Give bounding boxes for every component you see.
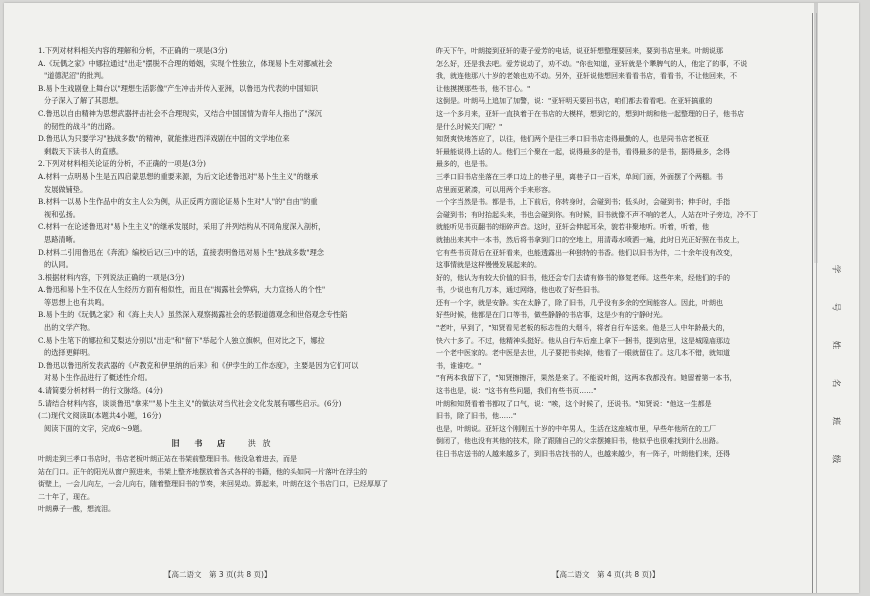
text-line: 视和弘扬。 — [44, 209, 80, 219]
story-line: 这倒是。叶朗马上追加了加警，说："亚轩明天要回书店，咱们都去看看吧。在亚轩搞重的 — [436, 97, 713, 106]
story-line: "老叶，早到了，"知贤看见老板的标志性的大烟斗，将者自行车送来。他是三人中年龄最大的， — [436, 324, 730, 333]
text-line: (二)现代文阅读Ⅱ(本题共4小题，16分) — [38, 411, 162, 421]
text-line: 剩载天下读书人的直感。 — [44, 146, 124, 156]
binding-label-char: 班 — [830, 416, 841, 426]
question-line: 1.下列对材料相关内容的理解和分析，不正确的一项是(3分) — [38, 46, 228, 55]
page-footer-left: 【高二语文 第 3 页(共 8 页)】 — [164, 570, 272, 579]
right-page-column — [436, 45, 784, 461]
story-line: 站在门口。正午的阳光从窗户照进来，书架上整齐地摆放着各式各样的书籍，他的头如同一片落叶在浮尘的 — [38, 467, 367, 476]
option-line: C.易卜生笔下的娜拉和艾梨达分别以"出走"和"留下"举起个人独立旗帜，但对比之下，娜拉 — [38, 335, 325, 345]
binding-label-char: 号 — [830, 302, 841, 312]
story-line: 一个字当然是书。都是书，上下前后，你转身时，会碰到书；低头时，会碰到书；伸手时，手指 — [436, 198, 730, 207]
story-line: 轩最能说得上话的人。他们三个聚在一起，说得最多的是书，看得最多的是书，据得最多，念得 — [436, 147, 730, 156]
story-line: 叶朗和知贤看着书都叹了口气，说："唉，这个时候了，还说书。"知贤说："他这一生都是 — [436, 399, 712, 408]
story-line: 还有一个字，就是安静。实在太静了，除了旧书，几乎没有多余的空间能容人。因此，叶朗也 — [436, 298, 723, 307]
text-line: 发展做铺垫。 — [44, 184, 88, 194]
story-line: "有两本我留下了，"知贤擦擦汗，果然是来了。不能说叶朗，这两本我都没有。她留着第一本书， — [436, 374, 737, 383]
story-line: 街壁上，一会儿向左，一会儿向右，随着整理旧书的节奏，来回晃动。算起来，叶朗在这个书店门口，已经厚厚了 — [38, 480, 388, 489]
text-line: 的韧性的战斗"的出路。 — [44, 121, 120, 131]
option-line: A.《玩偶之家》中娜拉通过"出走"摆脱不合理的婚姻，实现个性独立，体现易卜生对挪威社会 — [38, 58, 333, 68]
story-line: 知贤爽快地答应了，以往，他们两个是往三孝口旧书店走得最勤的人，也是同书店老板亚 — [436, 135, 709, 144]
text-line: 阅读下面的文字，完成6～9题。 — [44, 423, 147, 433]
story-line: 这一个多月来，亚轩一直执着于在书店的大模样，想到它的，想到叶朗和他一起整理的日子，他书店 — [436, 109, 744, 118]
option-line: C.材料一在论述鲁迅对"易卜生主义"的继承发展时，采用了并列结构从不同角度深入剖析， — [38, 222, 326, 232]
binding-label-char: 级 — [830, 454, 841, 464]
story-line: 好些时候，他都是在门口等书，做些静静的书店事，这是少有的宁静时光。 — [436, 311, 667, 320]
exam-sheet — [4, 3, 859, 593]
question-line: 2.下列对材料相关论证的分析，不正确的一项是(3分) — [38, 159, 206, 169]
question-lines — [38, 45, 406, 435]
story-line: 也是，叶朗说。亚轩这个刚刚五十岁的中年男人，生活在这座城市里，早些年他所在的工厂 — [436, 424, 716, 433]
story-continuation — [436, 45, 784, 461]
story-line: 快六十多了。不过，他精神头挺好。他从自行车后座上拿下一捆书，提到店里，这是城隍庙那边 — [436, 336, 730, 345]
story-line: 是什么时候关门呢？" — [436, 122, 503, 131]
question-line: 4.请简要分析材料一的行文脉络。(4分) — [38, 386, 163, 396]
option-line: B.易卜生戏剧登上舞台以"理想生活影像"产生冲击并传入亚洲，以鲁迅为代表的中国知识 — [38, 83, 319, 93]
story-author: 洪 放 — [247, 439, 273, 449]
story-line: 三孝口旧书店坐落在三孝口边上的巷子里，离巷子口一百米，单间门面，外面摆了个两棚。书 — [436, 172, 723, 181]
story-line: 让他摸摸那些书，他不甘心。" — [436, 84, 531, 93]
question-line: 5.请结合材料内容，谈谈鲁迅"拿来""易卜生主义"的做法对当代社会文化发展有哪些启示。(6分) — [38, 398, 342, 408]
story-line: 会碰到书；有时抬起头来，书也会碰到你。有时候，旧书就像不声不响的老人，人站在叶子旁边，冷不丁 — [436, 210, 758, 219]
story-line: 就抽出来其中一本书，然后将书拿到门口的空地上，用清毒水喷洒一遍，此时日光正好照在书皮上， — [436, 235, 744, 244]
story-line: 书，少说也有几万本，通过网络，他也收了好些旧书。 — [436, 286, 604, 295]
story-line: 店里面更紧凑，可以用两个手来形容。 — [436, 185, 555, 194]
story-line: 往日书店送书的人越来越多了，到旧书店找书的人，也越来越少，有一阵子，叶朗他们来，还得 — [436, 450, 730, 458]
option-line: A.鲁迅和易卜生不仅在人生经历方面有相似性，而且在"揭露社会弊病，大力宣扬人的个性" — [38, 285, 326, 295]
option-line: D.鲁迅认为只要学习"独战多数"的精神，就能推进西洋戏剧在中国的文学地位来 — [38, 134, 290, 144]
text-line: "道德泥沼"的批判。 — [44, 71, 109, 81]
story-line: 一个老中医家的。老中医是去世，儿子要把书卖掉，他看了一眼就留住了。这几本不错，就知道 — [436, 349, 730, 358]
question-line: 3.根据材料内容，下列说法正确的一项是(3分) — [38, 272, 185, 282]
story-line: 好的，他认为有较大价值的旧书，他还会专门去请有修书的修复老师。这些年来，经他们的手的 — [436, 273, 730, 282]
story-line: 二十年了，现在。 — [38, 492, 94, 501]
story-line: 最多的，也是书。 — [436, 160, 492, 169]
text-line: 出的文学产物。 — [44, 323, 95, 333]
story-title — [38, 437, 406, 451]
story-line: 我，就连他那八十岁的老娘也劝不动。另外，亚轩说他想回来看看书店，看看书，不让他回来，不 — [436, 72, 737, 81]
text-line: 分子深入了解了其思想。 — [44, 96, 124, 106]
binding-label-char: 姓 — [830, 340, 841, 350]
binding-label-char: 名 — [830, 378, 841, 388]
story-line: 叶朗鼻子一酸，想流泪。 — [38, 505, 115, 514]
story-text — [38, 453, 406, 516]
text-line: 的认同。 — [44, 260, 73, 270]
binding-label-char: 学 — [830, 264, 841, 274]
left-page-column — [38, 45, 406, 516]
page-footer-right: 【高二语文 第 4 页(共 8 页)】 — [552, 570, 660, 579]
story-line: 它有些书页背后在亚轩看来，也能透露出一种独特的书香。他们以旧书为伴，二十余年没有改变， — [436, 248, 737, 257]
option-line: D.材料二引用鲁迅在《奔流》编校后记(三)中的话，直接表明鲁迅对易卜生"独战多数"理念 — [38, 247, 324, 257]
text-line: 等思想上也有共鸣。 — [44, 297, 109, 307]
story-line: 这事情就是这样慢慢发展起来的。 — [436, 261, 541, 270]
option-line: C.鲁迅以自由精神为思想武器抨击社会不合理现实，又结合中国国情为青年人指出了"深沉 — [38, 108, 322, 118]
story-line: 就能听见书页翻书的细碎声音。这时，亚轩会伸起耳朵，貌若非聚地听。听着，听着，他 — [436, 223, 709, 232]
option-line: D.鲁迅以鲁迅所发表武器的《卢教克和伊里纳的后来》和《伊孛生的工作态度》，主要是因为它们可以 — [38, 360, 359, 370]
story-line: 倒闭了，他也没有其他的技术，除了跟随自己的父亲摆摊旧书，他似乎也很难找到什么出路。 — [436, 437, 723, 446]
option-line: A.材料一点明易卜生是五四启蒙思想的重要来源，为后文论述鲁迅对"易卜生主义"的继承 — [38, 171, 319, 181]
text-line: 的选择更鲜明。 — [44, 348, 95, 358]
story-line: 叶朗走到三孝口书店时，书店老板叶朗正站在书架前整理旧书。他没急着进去，而是 — [38, 455, 297, 463]
binding-margin — [816, 263, 864, 503]
story-line: 这书也是，说："这书有些问题，我们有些书页……" — [436, 387, 597, 396]
text-line: 思路清晰。 — [44, 234, 80, 244]
text-line: 对易卜生作品进行了概述性介绍。 — [44, 373, 152, 383]
story-line: 昨天下午，叶朗接到亚轩的妻子爱芳的电话，说亚轩想整理要回来，要到书店里来。叶朗说那 — [436, 47, 723, 55]
option-line: B.材料一以易卜生作品中的女主人公为例，从正反两方面论证易卜生对"人"的"自由"的重 — [38, 197, 318, 207]
story-title-text: 旧 书 店 — [171, 438, 232, 449]
binding-line — [812, 13, 813, 593]
story-line: 怎么好，还是我去吧。爱芳说动了，劝不动。"你也知道，亚轩就是个犟脾气的人，他定了的事，不说 — [436, 59, 748, 68]
story-line: 书，谁谁吃。" — [436, 361, 482, 370]
option-line: B.易卜生的《玩偶之家》和《海上夫人》虽然深入观察揭露社会的恶假道德观念和世俗观念专性陷 — [38, 310, 348, 320]
story-line: 旧书，除了旧书，他……" — [436, 412, 517, 421]
